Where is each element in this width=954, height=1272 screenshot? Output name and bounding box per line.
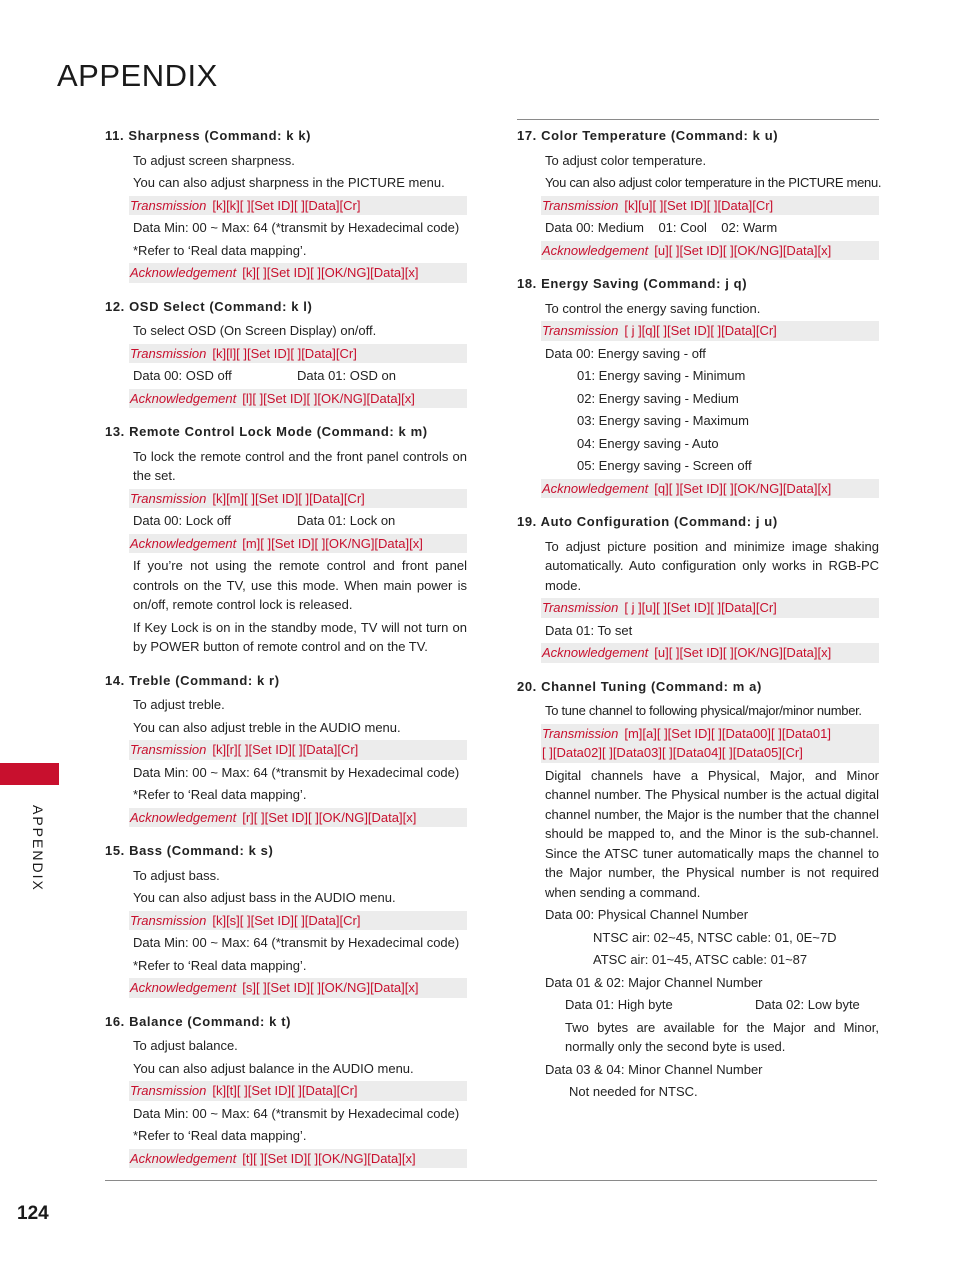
- transmission-label: Transmission: [130, 742, 207, 757]
- acknowledgement-format: [r][ ][Set ID][ ][OK/NG][Data][x]: [242, 809, 417, 825]
- ntsc-range: NTSC air: 02~45, NTSC cable: 01, 0E~7D: [593, 929, 837, 945]
- section-osd-select: [105, 297, 467, 409]
- transmission-label: Transmission: [130, 912, 207, 928]
- transmission-row: [129, 740, 467, 760]
- data-value: Data 01: To set: [545, 622, 633, 638]
- atsc-range: ATSC air: 01~45, ATSC cable: 01~87: [593, 952, 808, 967]
- transmission-label: Transmission: [542, 725, 619, 741]
- note: If you’re not using the remote control and front panel controls on the TV, use this mode. When main power is on/off, remote control lock is released.: [133, 558, 467, 612]
- data-range: Data Min: 00 ~ Max: 64 (*transmit by Hexadecimal code): [133, 1105, 460, 1121]
- data-values: Data 00: Medium 01: Cool 02: Warm: [545, 220, 778, 235]
- section-heading: 14. Treble (Command: k r): [105, 672, 280, 688]
- data-values: [133, 366, 467, 386]
- section-heading: 16. Balance (Command: k t): [105, 1013, 292, 1029]
- menu-note: You can also adjust treble in the AUDIO menu.: [133, 719, 401, 735]
- acknowledgement-row: [541, 479, 879, 499]
- acknowledgement-format: [k][ ][Set ID][ ][OK/NG][Data][x]: [242, 265, 419, 280]
- data-value: 04: Energy saving - Auto: [577, 435, 719, 451]
- transmission-label: Transmission: [542, 323, 619, 338]
- transmission-row: [129, 344, 467, 364]
- acknowledgement-label: Acknowledgement: [130, 265, 237, 280]
- section-energy-saving: [517, 274, 879, 498]
- transmission-row: [541, 196, 879, 216]
- data-range: Data Min: 00 ~ Max: 64 (*transmit by Hexadecimal code): [133, 220, 460, 235]
- transmission-label: Transmission: [130, 1083, 207, 1098]
- data-value: 01: Energy saving - Minimum: [577, 368, 746, 383]
- section-heading: 20. Channel Tuning (Command: m a): [517, 678, 762, 694]
- data-value: 02: Energy saving - Medium: [577, 390, 739, 406]
- section-bass: [105, 841, 467, 998]
- data-value: 05: Energy saving - Screen off: [577, 458, 752, 473]
- acknowledgement-format: [s][ ][Set ID][ ][OK/NG][Data][x]: [242, 980, 419, 995]
- transmission-format-continued: [ ][Data02][ ][Data03][ ][Data04][ ][Data05][Cr]: [542, 745, 803, 760]
- acknowledgement-label: Acknowledgement: [130, 980, 237, 995]
- section-balance: [105, 1012, 467, 1169]
- acknowledgement-format: [q][ ][Set ID][ ][OK/NG][Data][x]: [654, 480, 832, 496]
- section-heading: 17. Color Temperature (Command: k u): [517, 128, 779, 143]
- transmission-format: [k][t][ ][Set ID][ ][Data][Cr]: [212, 1083, 358, 1098]
- section-channel-tuning: [517, 677, 879, 1102]
- transmission-format: [k][u][ ][Set ID][ ][Data][Cr]: [624, 197, 774, 213]
- side-label: APPENDIX: [30, 805, 46, 892]
- byte-note: Two bytes are available for the Major and Minor, normally only the second byte is used.: [565, 1019, 879, 1054]
- transmission-format: [ j ][u][ ][Set ID][ ][Data][Cr]: [624, 600, 777, 615]
- transmission-format: [ j ][q][ ][Set ID][ ][Data][Cr]: [624, 323, 777, 338]
- transmission-format: [k][m][ ][Set ID][ ][Data][Cr]: [212, 490, 365, 506]
- acknowledgement-row: [541, 241, 879, 261]
- data-off: Data 00: Lock off: [133, 513, 232, 528]
- data-on: Data 01: OSD on: [297, 368, 396, 383]
- section-heading: 19. Auto Configuration (Command: j u): [517, 514, 778, 529]
- section-heading: 11. Sharpness (Command: k k): [105, 128, 312, 143]
- left-column: [105, 122, 467, 1182]
- data-values: [133, 511, 467, 531]
- section-heading: 15. Bass (Command: k s): [105, 843, 274, 858]
- high-byte: Data 01: High byte: [565, 997, 673, 1012]
- acknowledgement-row: [129, 1149, 467, 1169]
- data-value: Data 03 & 04: Minor Channel Number: [545, 1061, 763, 1077]
- menu-note: You can also adjust balance in the AUDIO menu.: [133, 1060, 414, 1076]
- data-value: Data 00: Energy saving - off: [545, 345, 706, 361]
- transmission-label: Transmission: [130, 197, 207, 213]
- acknowledgement-label: Acknowledgement: [542, 480, 649, 496]
- transmission-row: [541, 598, 879, 618]
- menu-note: You can also adjust sharpness in the PICTURE menu.: [133, 175, 445, 190]
- section-sharpness: [105, 126, 467, 283]
- menu-note: You can also adjust bass in the AUDIO menu.: [133, 890, 396, 905]
- section-heading: 12. OSD Select (Command: k l): [105, 298, 313, 314]
- top-rule: [517, 119, 879, 120]
- description: To adjust color temperature.: [545, 152, 707, 168]
- channel-description: Digital channels have a Physical, Major, and Minor channel number. The Physical number is the actual digital channel number, the Major is the number that the channel should be mapped to, and the Minor is the sub-channel. Since the ATSC tuner automatically maps the channel to the Major number, the Physical number is not required when sending a command.: [545, 767, 879, 900]
- transmission-row: [541, 724, 879, 763]
- acknowledgement-row: [129, 534, 467, 554]
- mapping-ref: *Refer to ‘Real data mapping’.: [133, 787, 307, 802]
- acknowledgement-row: [129, 978, 467, 998]
- description: To adjust screen sharpness.: [133, 152, 295, 168]
- transmission-label: Transmission: [542, 197, 619, 213]
- transmission-format: [k][k][ ][Set ID][ ][Data][Cr]: [212, 197, 361, 213]
- acknowledgement-format: [l][ ][Set ID][ ][OK/NG][Data][x]: [242, 390, 415, 406]
- transmission-format: [m][a][ ][Set ID][ ][Data00][ ][Data01]: [624, 725, 831, 741]
- data-range: Data Min: 00 ~ Max: 64 (*transmit by Hexadecimal code): [133, 764, 460, 780]
- note: If Key Lock is on in the standby mode, TV will not turn on by POWER button of remote control and on the TV.: [133, 619, 467, 654]
- mapping-ref: *Refer to ‘Real data mapping’.: [133, 1128, 307, 1143]
- byte-values: [565, 995, 879, 1015]
- transmission-format: [k][r][ ][Set ID][ ][Data][Cr]: [212, 742, 359, 757]
- transmission-format: [k][s][ ][Set ID][ ][Data][Cr]: [212, 912, 361, 928]
- data-value: Data 01 & 02: Major Channel Number: [545, 974, 763, 990]
- acknowledgement-label: Acknowledgement: [130, 809, 237, 825]
- side-tab-marker: [0, 763, 59, 785]
- acknowledgement-row: [129, 389, 467, 409]
- description: To tune channel to following physical/major/minor number.: [545, 703, 862, 718]
- menu-note: You can also adjust color temperature in the PICTURE menu.: [545, 175, 882, 190]
- section-heading: 13. Remote Control Lock Mode (Command: k m): [105, 424, 428, 439]
- transmission-label: Transmission: [130, 490, 207, 506]
- acknowledgement-format: [t][ ][Set ID][ ][OK/NG][Data][x]: [242, 1150, 416, 1166]
- acknowledgement-row: [129, 263, 467, 283]
- transmission-row: [129, 1081, 467, 1101]
- description: To adjust treble.: [133, 697, 225, 712]
- acknowledgement-row: [129, 808, 467, 828]
- acknowledgement-row: [541, 643, 879, 663]
- acknowledgement-format: [m][ ][Set ID][ ][OK/NG][Data][x]: [242, 535, 423, 551]
- right-column: [517, 122, 882, 1116]
- transmission-format: [k][l][ ][Set ID][ ][Data][Cr]: [212, 345, 357, 361]
- section-remote-lock: [105, 422, 467, 657]
- data-off: Data 00: OSD off: [133, 368, 232, 383]
- data-on: Data 01: Lock on: [297, 513, 396, 528]
- acknowledgement-label: Acknowledgement: [130, 1150, 237, 1166]
- section-auto-configuration: [517, 512, 879, 663]
- description: To select OSD (On Screen Display) on/off.: [133, 323, 377, 338]
- transmission-row: [129, 489, 467, 509]
- data-value: Data 00: Physical Channel Number: [545, 907, 749, 922]
- mapping-ref: *Refer to ‘Real data mapping’.: [133, 242, 307, 258]
- acknowledgement-format: [u][ ][Set ID][ ][OK/NG][Data][x]: [654, 242, 832, 258]
- description: To adjust balance.: [133, 1038, 238, 1053]
- transmission-row: [541, 321, 879, 341]
- page-number: 124: [17, 1203, 49, 1224]
- low-byte: Data 02: Low byte: [755, 997, 860, 1012]
- acknowledgement-format: [u][ ][Set ID][ ][OK/NG][Data][x]: [654, 645, 832, 660]
- description: To adjust bass.: [133, 867, 220, 883]
- description: To lock the remote control and the front panel controls on the set.: [133, 448, 467, 483]
- data-range: Data Min: 00 ~ Max: 64 (*transmit by Hexadecimal code): [133, 935, 460, 950]
- data-value: 03: Energy saving - Maximum: [577, 413, 749, 428]
- section-color-temperature: [517, 126, 882, 260]
- section-treble: [105, 671, 467, 828]
- acknowledgement-label: Acknowledgement: [130, 535, 237, 551]
- description: To adjust picture position and minimize image shaking automatically. Auto configuration only works in RGB-PC mode.: [545, 538, 879, 593]
- mapping-ref: *Refer to ‘Real data mapping’.: [133, 957, 307, 973]
- description: To control the energy saving function.: [545, 300, 761, 316]
- transmission-row: [129, 196, 467, 216]
- page-title: APPENDIX: [57, 58, 218, 93]
- transmission-row: [129, 911, 467, 931]
- ntsc-note: Not needed for NTSC.: [569, 1084, 698, 1099]
- acknowledgement-label: Acknowledgement: [542, 645, 649, 660]
- acknowledgement-label: Acknowledgement: [130, 390, 237, 406]
- transmission-label: Transmission: [542, 600, 619, 615]
- section-heading: 18. Energy Saving (Command: j q): [517, 276, 748, 291]
- acknowledgement-label: Acknowledgement: [542, 242, 649, 258]
- transmission-label: Transmission: [130, 345, 207, 361]
